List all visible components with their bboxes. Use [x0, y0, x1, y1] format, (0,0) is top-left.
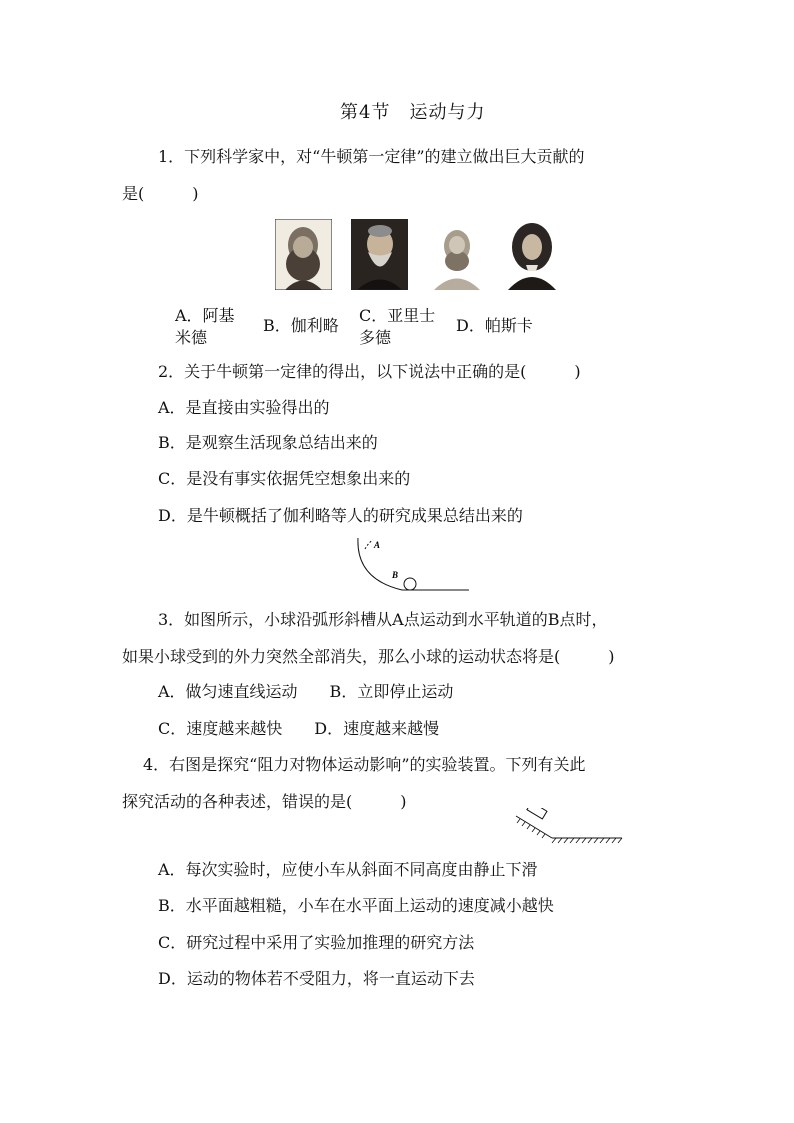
portrait-aristotle	[426, 219, 487, 290]
portrait-archimedes	[275, 219, 332, 290]
q3-options-cd: C．速度越来越快 D．速度越来越慢	[158, 719, 440, 738]
q2-option-b: B．是观察生活现象总结出来的	[158, 433, 378, 452]
portrait-pascal	[504, 219, 560, 290]
q3-options-ab: A．做匀速直线运动 B．立即停止运动	[158, 682, 454, 701]
q4-option-c: C．研究过程中采用了实验加推理的研究方法	[158, 933, 475, 952]
q4-stem-line1: 4．右图是探究“阻力对物体运动影响”的实验装置。下列有关此	[143, 755, 586, 774]
q4-option-b: B．水平面越粗糙，小车在水平面上运动的速度减小越快	[158, 896, 554, 915]
q3-arc-track-figure	[352, 535, 477, 595]
q4-incline-cart-figure	[514, 808, 624, 848]
q1-option-c-line1: C．亚里士	[359, 306, 436, 325]
q1-stem-line2: 是( )	[122, 184, 199, 203]
q4-stem-line2: 探究活动的各种表述，错误的是( )	[122, 792, 407, 811]
q1-option-b: B．伽利略	[263, 316, 339, 335]
q1-option-a-line2: 米德	[175, 328, 208, 347]
q2-option-c: C．是没有事实依据凭空想象出来的	[158, 469, 411, 488]
portrait-galileo	[351, 219, 408, 290]
q1-stem-line1: 1．下列科学家中，对“牛顿第一定律”的建立做出巨大贡献的	[158, 147, 585, 166]
q3-label-a: A	[374, 540, 381, 550]
q1-option-c-line2: 多德	[359, 328, 392, 347]
q3-label-b: B	[392, 570, 399, 580]
q2-option-a: A．是直接由实验得出的	[158, 398, 330, 417]
q3-stem-line1: 3．如图所示，小球沿弧形斜槽从A点运动到水平轨道的B点时，	[158, 610, 608, 629]
q4-option-d: D．运动的物体若不受阻力，将一直运动下去	[158, 969, 475, 988]
section-title: 第4节 运动与力	[340, 102, 486, 123]
q1-option-d: D．帕斯卡	[456, 316, 533, 335]
q2-stem: 2．关于牛顿第一定律的得出，以下说法中正确的是( )	[158, 362, 581, 381]
q4-option-a: A．每次实验时，应使小车从斜面不同高度由静止下滑	[158, 860, 538, 879]
q2-option-d: D．是牛顿概括了伽利略等人的研究成果总结出来的	[158, 506, 523, 525]
q3-stem-line2: 如果小球受到的外力突然全部消失，那么小球的运动状态将是( )	[122, 647, 615, 666]
q1-option-a-line1: A．阿基	[175, 306, 235, 325]
